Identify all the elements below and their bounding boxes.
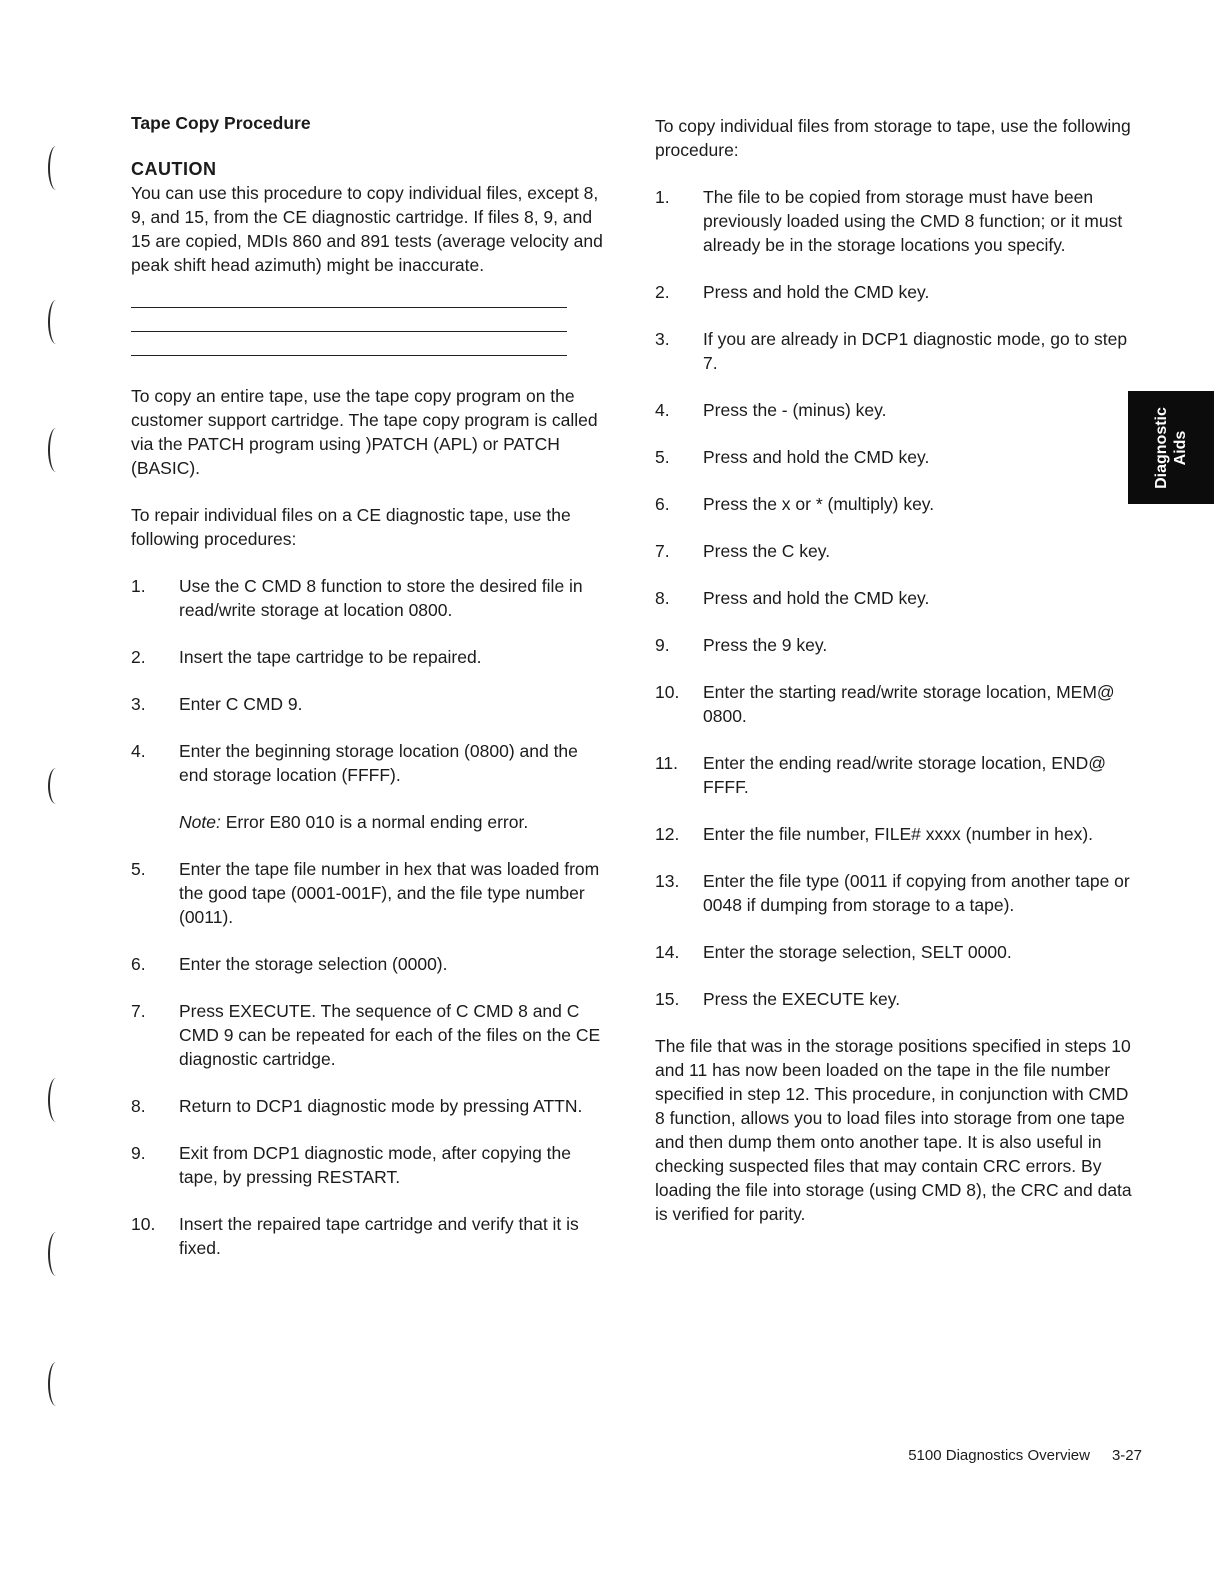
list-item [131, 1212, 611, 1260]
caution-rule [131, 355, 567, 356]
step-text: Enter the starting read/write storage location, MEM@ 0800. [703, 682, 1115, 726]
list-item [131, 739, 611, 787]
closing-paragraph: The file that was in the storage positions specified in steps 10 and 11 has now been loaded on the tape in the file number specified in step 12. This procedure, in conjunction with CMD 8 function, allows you to load files into storage from one tape and then dump them onto another tape. It is also useful in checking suspected files that may contain CRC errors. By loading the file into storage (using CMD 8), the CRC and data is verified for parity. [655, 1036, 1132, 1224]
step-number: 11. [655, 753, 679, 773]
list-item [655, 987, 1140, 1011]
section-tab-line1: Diagnostic [1153, 406, 1170, 489]
step-text: Press the C key. [703, 541, 831, 561]
list-item [655, 280, 1140, 304]
caution-text: You can use this procedure to copy individual files, except 8, 9, and 15, from the CE diagnostic cartridge. If files 8, 9, and 15 are copied, MDIs 860 and 891 tests (average velocity and peak shift head azimuth) might be inaccurate. [131, 183, 603, 275]
step-number: 2. [655, 282, 670, 302]
step-number: 6. [131, 954, 146, 974]
step-number: 8. [131, 1096, 146, 1116]
step-number: 10. [655, 682, 680, 702]
caution-rule [131, 307, 567, 308]
page-number: 3-27 [1111, 1447, 1142, 1464]
section-tab [1128, 391, 1214, 504]
step-text: Use the C CMD 8 function to store the desired file in read/write storage at location 0800. [179, 576, 583, 620]
step-number: 12. [655, 824, 680, 844]
binder-mark [48, 1232, 64, 1276]
list-item [655, 445, 1140, 469]
step-text: Insert the repaired tape cartridge and verify that it is fixed. [179, 1214, 579, 1258]
step-note [131, 810, 611, 834]
step-number: 13. [655, 871, 680, 891]
step-text: Press and hold the CMD key. [703, 447, 930, 467]
binder-mark [48, 146, 64, 190]
step-text: Enter the file type (0011 if copying from another tape or 0048 if dumping from storage to a tape). [703, 871, 1130, 915]
step-text: Exit from DCP1 diagnostic mode, after copying the tape, by pressing RESTART. [179, 1143, 571, 1187]
step-text: Enter the storage selection, SELT 0000. [703, 942, 1012, 962]
list-item [131, 1141, 611, 1189]
step-number: 4. [655, 400, 670, 420]
right-column [655, 114, 1140, 1226]
list-item [131, 857, 611, 929]
binder-mark [48, 300, 64, 344]
step-number: 8. [655, 588, 670, 608]
step-number: 1. [655, 187, 670, 207]
step-number: 9. [655, 635, 670, 655]
list-item [655, 680, 1140, 728]
step-text: Enter the tape file number in hex that was loaded from the good tape (0001-001F), and the file type number (0011). [179, 859, 600, 927]
binder-mark [48, 1362, 64, 1406]
binder-mark [48, 428, 64, 472]
step-number: 3. [655, 329, 670, 349]
list-item [655, 327, 1140, 375]
left-column [131, 111, 611, 1260]
section-title: Tape Copy Procedure [131, 113, 311, 133]
caution-rule [131, 331, 567, 332]
list-item [655, 398, 1140, 422]
note-label: Note: [179, 812, 221, 832]
repair-intro-paragraph: To repair individual files on a CE diagnostic tape, use the following procedures: [131, 505, 571, 549]
step-number: 3. [131, 694, 146, 714]
step-text: Enter the ending read/write storage location, END@ FFFF. [703, 753, 1106, 797]
step-number: 15. [655, 989, 680, 1009]
step-text: Enter C CMD 9. [179, 694, 303, 714]
list-item [655, 586, 1140, 610]
step-text: Press and hold the CMD key. [703, 282, 930, 302]
copy-intro-paragraph: To copy individual files from storage to tape, use the following procedure: [655, 116, 1131, 160]
list-item [655, 539, 1140, 563]
list-item [131, 692, 611, 716]
step-text: If you are already in DCP1 diagnostic mode, go to step 7. [703, 329, 1128, 373]
step-number: 7. [131, 1001, 146, 1021]
step-number: 7. [655, 541, 670, 561]
binder-mark [48, 768, 64, 804]
footer-title: 5100 Diagnostics Overview [908, 1447, 1090, 1464]
list-item [131, 645, 611, 669]
step-text: Press the EXECUTE key. [703, 989, 901, 1009]
step-number: 1. [131, 576, 146, 596]
note-text: Error E80 010 is a normal ending error. [225, 812, 529, 832]
step-text: Return to DCP1 diagnostic mode by pressing ATTN. [179, 1096, 583, 1116]
binder-mark [48, 1078, 64, 1122]
step-text: The file to be copied from storage must have been previously loaded using the CMD 8 function; or it must already be in the storage locations you specify. [703, 187, 1123, 255]
list-item [655, 822, 1140, 846]
step-text: Insert the tape cartridge to be repaired. [179, 647, 482, 667]
step-number: 4. [131, 741, 146, 761]
list-item [655, 492, 1140, 516]
step-text: Press the - (minus) key. [703, 400, 887, 420]
list-item [131, 952, 611, 976]
step-number: 10. [131, 1214, 156, 1234]
step-text: Press and hold the CMD key. [703, 588, 930, 608]
step-text: Press the 9 key. [703, 635, 828, 655]
step-text: Press the x or * (multiply) key. [703, 494, 935, 514]
list-item [655, 751, 1140, 799]
list-item [131, 999, 611, 1071]
list-item [655, 185, 1140, 257]
step-number: 5. [131, 859, 146, 879]
caution-heading: CAUTION [131, 159, 217, 179]
step-text: Enter the storage selection (0000). [179, 954, 448, 974]
section-tab-line2: Aids [1172, 430, 1189, 465]
step-number: 5. [655, 447, 670, 467]
step-text: Enter the beginning storage location (0800) and the end storage location (FFFF). [179, 741, 578, 785]
list-item [655, 633, 1140, 657]
list-item [655, 869, 1140, 917]
step-number: 9. [131, 1143, 146, 1163]
entire-tape-paragraph: To copy an entire tape, use the tape copy program on the customer support cartridge. The tape copy program is called via the PATCH program using )PATCH (APL) or PATCH (BASIC). [131, 386, 598, 478]
list-item [131, 574, 611, 622]
list-item [655, 940, 1140, 964]
step-text: Press EXECUTE. The sequence of C CMD 8 and C CMD 9 can be repeated for each of the files on the CE diagnostic cartridge. [179, 1001, 601, 1069]
step-text: Enter the file number, FILE# xxxx (number in hex). [703, 824, 1094, 844]
step-number: 14. [655, 942, 680, 962]
step-number: 6. [655, 494, 670, 514]
page-footer [870, 1447, 1142, 1465]
step-number: 2. [131, 647, 146, 667]
list-item [131, 1094, 611, 1118]
section-tab-label [1152, 407, 1190, 489]
